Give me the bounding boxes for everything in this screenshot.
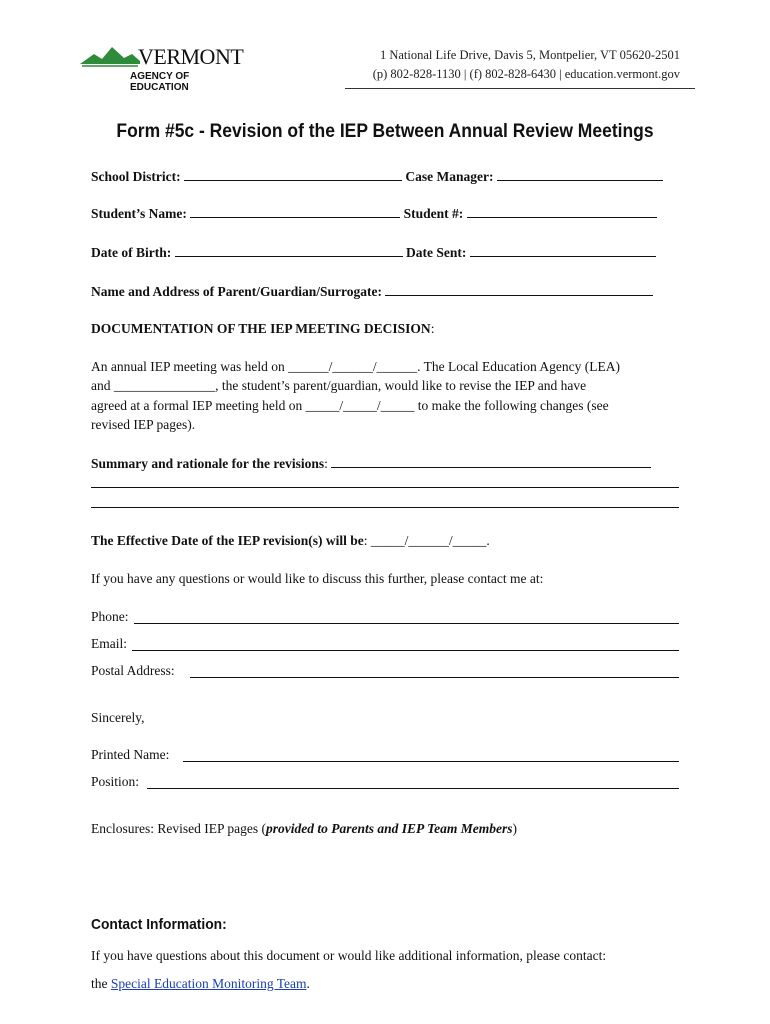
enclosures-text: [91, 821, 681, 837]
summary-field-2[interactable]: [91, 487, 679, 488]
email-label: Email:: [91, 636, 127, 651]
postal-address-label: Postal Address:: [91, 663, 175, 678]
date-of-birth-field[interactable]: [175, 244, 403, 257]
summary-label: Summary and rationale for the revisions: [91, 456, 325, 471]
row-summary: [91, 455, 681, 472]
enclosures-prefix: Enclosures: Revised IEP pages (: [91, 821, 266, 836]
logo-name: VERMONT: [138, 44, 244, 69]
enclosures-suffix: ): [512, 821, 517, 836]
students-name-field[interactable]: [190, 205, 400, 218]
row-student-name: [91, 205, 681, 222]
contact-prefix: the: [91, 976, 111, 991]
documentation-colon: :: [430, 321, 435, 336]
contact-link-line: [91, 976, 681, 992]
summary-colon: :: [324, 456, 332, 471]
email-field[interactable]: [132, 650, 679, 651]
contact-text: If you have questions about this document or would like additional information, please contact:: [91, 948, 607, 963]
parent-name-address-label: Name and Address of Parent/Guardian/Surrogate:: [91, 284, 383, 299]
students-name-label: Student’s Name:: [91, 206, 187, 221]
logo-subtitle: AGENCY OF EDUCATION: [130, 71, 190, 93]
position-label: Position:: [91, 774, 140, 789]
paragraph-line-3: agreed at a formal IEP meeting held on _____/_____/_____ to make the following changes (see: [91, 398, 609, 413]
effective-date-field[interactable]: : _____/______/_____.: [363, 533, 490, 548]
paragraph-line-1: An annual IEP meeting was held on ______/______/______. The Local Education Agency (LEA): [91, 359, 621, 374]
student-number-field[interactable]: [467, 205, 657, 218]
questions-text: If you have any questions or would like to discuss this further, please contact me at:: [91, 571, 544, 586]
row-effective-date: [91, 533, 681, 549]
printed-name-label: Printed Name:: [91, 747, 170, 762]
effective-date-label: The Effective Date of the IEP revision(s) will be: [91, 533, 364, 548]
summary-field-1[interactable]: [331, 455, 651, 468]
contact-suffix: .: [306, 976, 310, 991]
sincerely-text: Sincerely,: [91, 710, 145, 725]
address-line-2: (p) 802-828-1130 | (f) 802-828-6430 | education.vermont.gov: [372, 67, 680, 81]
contact-heading: Contact Information:: [91, 916, 227, 933]
position-field[interactable]: [147, 788, 679, 789]
special-education-monitoring-team-link[interactable]: Special Education Monitoring Team: [110, 976, 307, 991]
school-district-field[interactable]: [184, 168, 402, 181]
row-dob: [91, 244, 681, 261]
date-sent-label: Date Sent:: [405, 245, 467, 260]
school-district-label: School District:: [91, 169, 181, 184]
date-of-birth-label: Date of Birth:: [91, 245, 172, 260]
address-line-1: 1 National Life Drive, Davis 5, Montpelier, VT 05620-2501: [379, 48, 680, 62]
phone-label: Phone:: [91, 609, 129, 624]
paragraph-line-2: and _______________, the student’s parent/guardian, would like to revise the IEP and have: [91, 378, 587, 393]
date-sent-field[interactable]: [470, 244, 656, 257]
documentation-heading-text: DOCUMENTATION OF THE IEP MEETING DECISION: [91, 321, 431, 336]
enclosures-italic: provided to Parents and IEP Team Members: [265, 821, 513, 836]
form-title: Form #5c - Revision of the IEP Between Annual Review Meetings: [116, 121, 654, 142]
parent-name-address-field[interactable]: [385, 283, 653, 296]
row-school-district: [91, 168, 681, 185]
documentation-heading: [91, 321, 681, 337]
case-manager-field[interactable]: [497, 168, 663, 181]
vermont-aoe-logo: [80, 42, 244, 93]
case-manager-label: Case Manager:: [405, 169, 494, 184]
row-parent: [91, 283, 681, 300]
summary-field-3[interactable]: [91, 507, 679, 508]
phone-field[interactable]: [134, 623, 679, 624]
paragraph-line-4: revised IEP pages).: [91, 417, 196, 432]
header-rule: [345, 88, 695, 89]
printed-name-field[interactable]: [183, 761, 679, 762]
student-number-label: Student #:: [403, 206, 464, 221]
postal-address-field[interactable]: [190, 677, 679, 678]
